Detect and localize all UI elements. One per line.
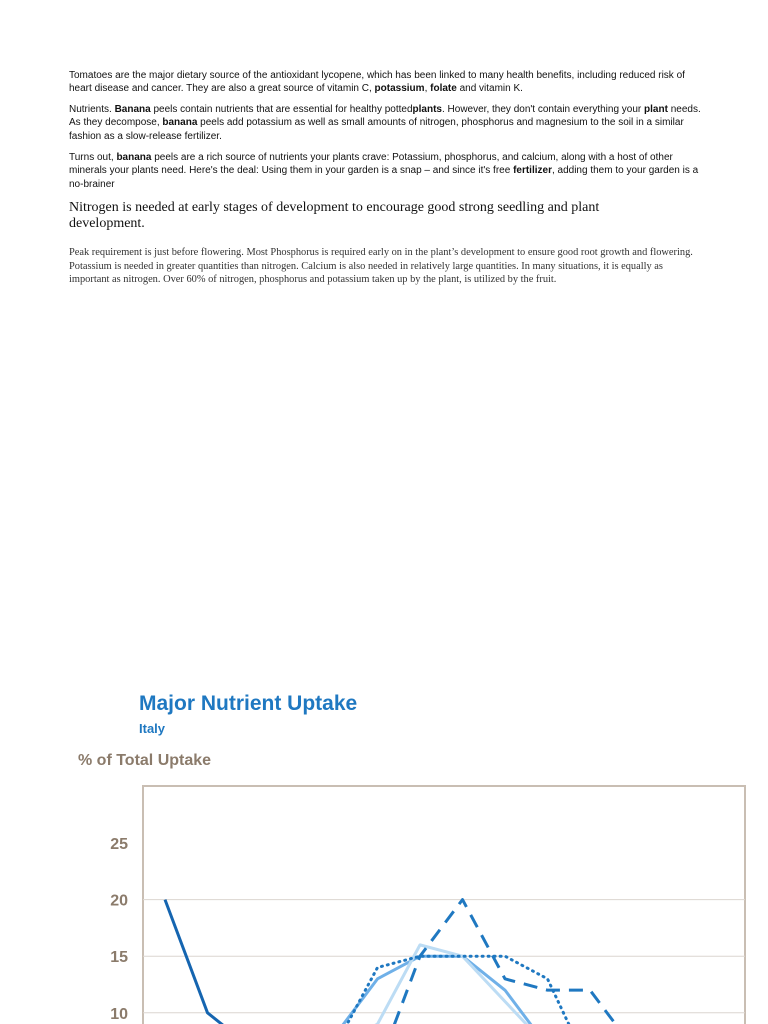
bold-term: banana bbox=[116, 152, 152, 163]
series-line-1 bbox=[165, 900, 505, 1024]
bold-term: potassium bbox=[374, 83, 425, 95]
text-span: Turns out, bbox=[69, 152, 117, 163]
plot-frame bbox=[143, 786, 745, 1024]
text-span: . However, they don't contain everything your bbox=[442, 104, 645, 115]
bold-term: Banana bbox=[114, 104, 151, 115]
y-tick-label: 10 bbox=[110, 1005, 128, 1023]
nutrient-paragraph: Peak requirement is just before flowering. Most Phosphorus is required early on in the plant’s development to ensure good root growth and flowering. Potassium is needed in greater quantities than nitrogen. Calcium is also needed in relatively large quantities. In many situations, it is equally as important as nitrogen. Over 60% of nitrogen, phosphorus and potassium taken up by the plant, is utilized by the fruit. bbox=[69, 247, 693, 286]
text-span: , bbox=[424, 83, 431, 95]
text-span: Nutrients. bbox=[69, 104, 115, 115]
y-tick-label: 15 bbox=[110, 949, 128, 967]
y-tick-label: 20 bbox=[110, 892, 128, 910]
bold-term: banana bbox=[162, 117, 198, 129]
text-span: peels add potassium as well as small amounts of nitrogen, phosphorus and magnesium to the soil in a similar fashion as a slow-release fertilizer. bbox=[69, 117, 684, 142]
y-tick-label: 25 bbox=[110, 836, 128, 853]
bold-term: plants bbox=[412, 104, 442, 115]
series-line-2 bbox=[165, 956, 590, 1024]
chart-title: Major Nutrient Uptake bbox=[139, 692, 358, 715]
bold-term: folate bbox=[430, 83, 457, 95]
text-span: peels contain nutrients that are essential for healthy potted bbox=[150, 104, 413, 115]
chart-y-axis-label: % of Total Uptake bbox=[78, 752, 212, 769]
series-line-4 bbox=[293, 956, 591, 1024]
nitrogen-heading: Nitrogen is needed at early stages of development to encourage good strong seedling and plant development. bbox=[69, 200, 600, 231]
text-span: Tomatoes are the major dietary source of the antioxidant lycopene, which has been linked to many health benefits, including reduced risk of heart disease and cancer. They are also a great source of vitamin C, bbox=[69, 70, 685, 95]
text-span: needs. As they decompose, bbox=[69, 104, 701, 129]
chart-subtitle: Italy bbox=[139, 721, 166, 736]
bold-term: fertilizer bbox=[513, 165, 552, 177]
text-span: and vitamin K. bbox=[456, 83, 523, 95]
text-span: peels are a rich source of nutrients your plants crave: Potassium, phosphorus, and calcium, along with a host of other minerals your plants need. Here's the deal: Using them in your garden is a snap – and since it's free bbox=[69, 152, 673, 177]
bold-term: plant bbox=[644, 104, 668, 115]
text-span: , adding them to your garden is a no-brainer bbox=[69, 165, 699, 190]
